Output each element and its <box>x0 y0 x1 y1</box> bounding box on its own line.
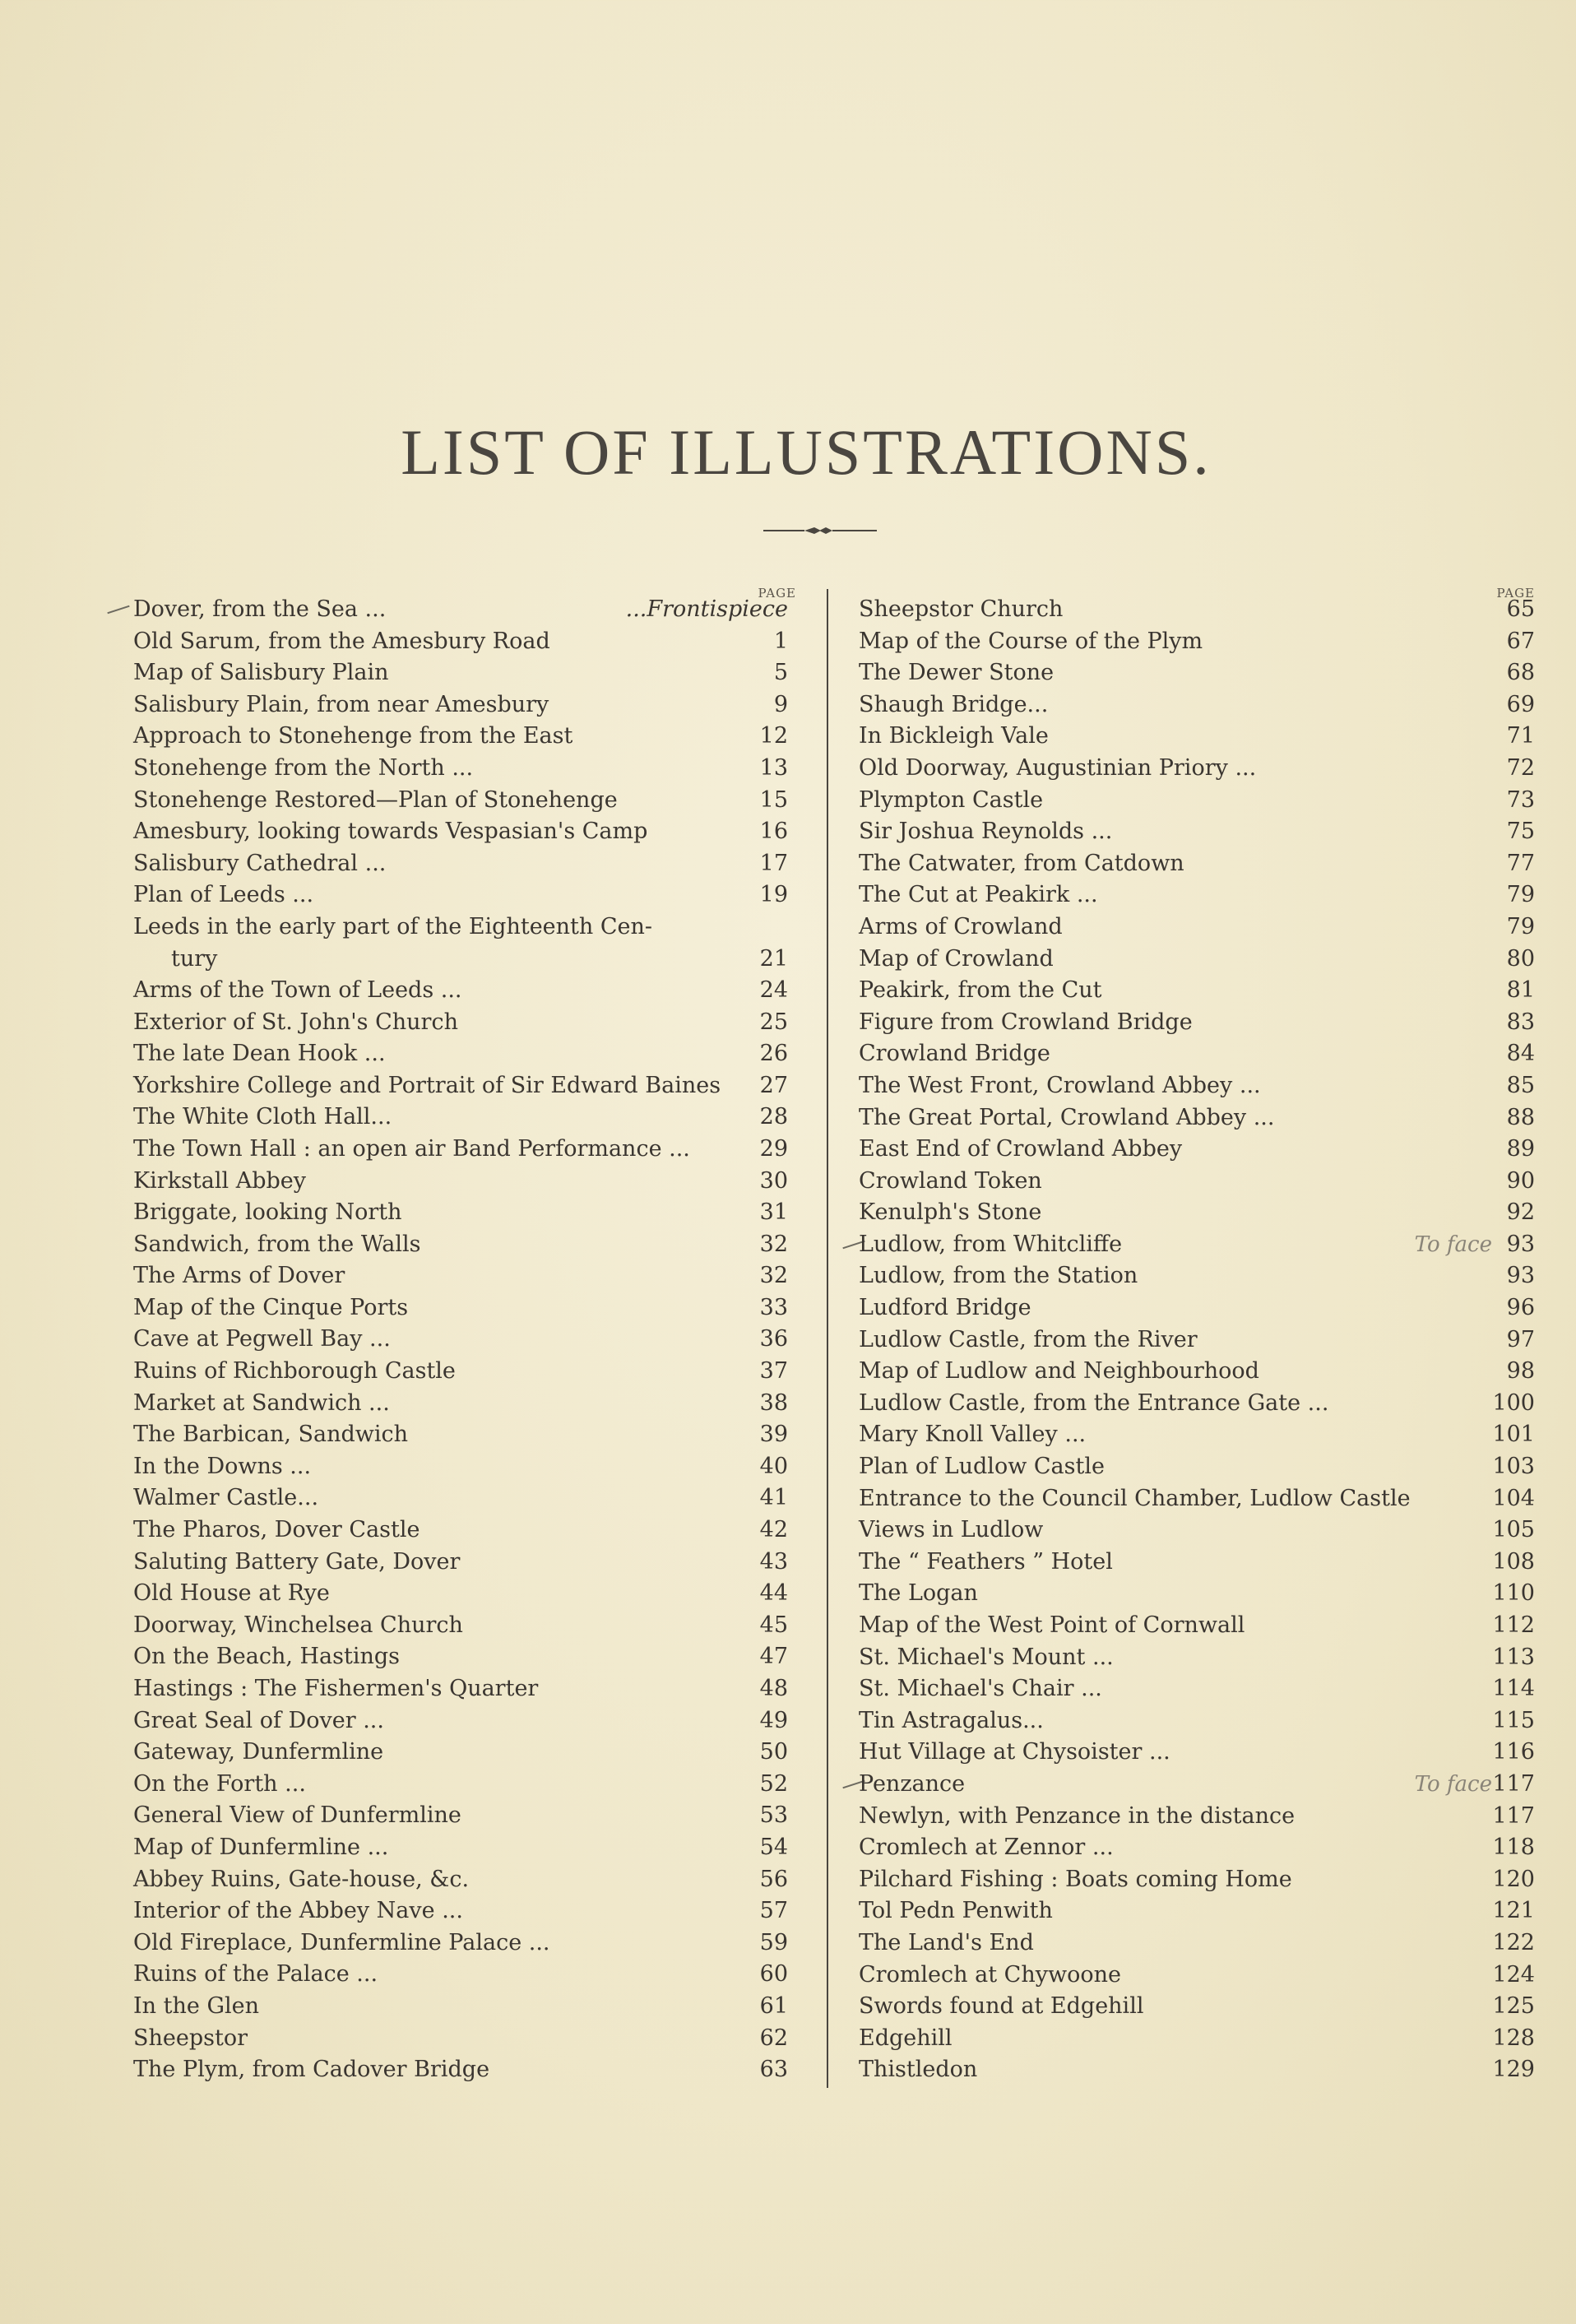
page-number: 26 <box>759 1041 788 1067</box>
illustration-title: Sandwich, from the Walls <box>133 1231 421 1257</box>
page-number: 93 <box>1506 1263 1535 1289</box>
page-number: 32 <box>759 1263 788 1289</box>
page-number: 118 <box>1492 1835 1535 1861</box>
page-number: 45 <box>759 1612 788 1638</box>
list-item <box>859 816 1535 848</box>
page-number: 113 <box>1492 1644 1535 1670</box>
illustration-title: Sheepstor <box>133 2025 248 2051</box>
illustration-title: Old Sarum, from the Amesbury Road <box>133 628 550 654</box>
illustration-title: Ludlow, from the Station <box>859 1263 1138 1289</box>
list-item <box>859 1578 1535 1610</box>
illustration-title: Plan of Leeds ... <box>133 882 314 908</box>
page-column-label: PAGE <box>1496 586 1535 601</box>
page-number: 116 <box>1492 1739 1535 1765</box>
page-number: 32 <box>759 1231 788 1257</box>
page-number: 42 <box>759 1517 788 1543</box>
list-item <box>107 1038 798 1070</box>
page-number: 37 <box>759 1358 788 1385</box>
illustration-title: Crowland Bridge <box>859 1041 1050 1067</box>
page-number: 16 <box>759 819 788 845</box>
page-number: 13 <box>759 754 788 781</box>
page-number: 53 <box>759 1802 788 1829</box>
page-number: 68 <box>1506 660 1535 686</box>
list-item <box>107 594 798 626</box>
illustration-title: Swords found at Edgehill <box>859 1993 1144 2020</box>
illustration-title: Leeds in the early part of the Eighteenth Cen- <box>133 913 653 939</box>
illustration-title: Penzance <box>859 1770 966 1797</box>
illustration-title: Plympton Castle <box>859 786 1044 813</box>
illustration-title: Amesbury, looking towards Vespasian's Camp <box>133 819 648 845</box>
page-number: 54 <box>759 1834 788 1860</box>
to-face-label: To face <box>1414 1232 1492 1257</box>
page-number: 29 <box>759 1135 788 1162</box>
page-number: 24 <box>759 976 788 1003</box>
list-item <box>859 1102 1535 1134</box>
list-item <box>859 1388 1535 1420</box>
illustration-title: Briggate, looking North <box>133 1199 402 1226</box>
list-item <box>859 1769 1535 1801</box>
illustration-title: The Pharos, Dover Castle <box>133 1517 420 1543</box>
list-item <box>107 1769 798 1801</box>
illustration-title: Old Fireplace, Dunfermline Palace ... <box>133 1929 550 1955</box>
list-item <box>859 1610 1535 1642</box>
list-item <box>859 1260 1535 1292</box>
page-number: 73 <box>1506 786 1535 813</box>
illustration-title: The White Cloth Hall... <box>133 1104 392 1130</box>
page-number: 101 <box>1492 1422 1535 1448</box>
illustration-title: Hut Village at Chysoister ... <box>859 1739 1170 1765</box>
list-item <box>859 848 1535 880</box>
illustration-title: Ruins of the Palace ... <box>133 1961 378 1988</box>
page-number: 124 <box>1492 1961 1535 1988</box>
illustration-title: The Cut at Peakirk ... <box>859 882 1098 908</box>
list-item <box>859 753 1535 785</box>
list-item <box>107 657 798 689</box>
illustration-title: Map of the Course of the Plym <box>859 628 1203 654</box>
list-item <box>107 1547 798 1579</box>
page-number: 49 <box>759 1707 788 1733</box>
page-number: 33 <box>759 1294 788 1320</box>
list-item <box>107 785 798 817</box>
illustration-title: Market at Sandwich ... <box>133 1389 390 1416</box>
illustration-title: Salisbury Plain, from near Amesbury <box>133 691 549 717</box>
illustration-title: The “ Feathers ” Hotel <box>859 1548 1113 1575</box>
list-item <box>859 1134 1535 1166</box>
list-item <box>107 1292 798 1324</box>
illustration-title: Map of the West Point of Cornwall <box>859 1612 1245 1638</box>
list-item <box>859 1007 1535 1039</box>
page-number: 21 <box>759 945 788 972</box>
page-number: 1 <box>773 628 788 654</box>
page-number: 72 <box>1506 754 1535 781</box>
illustration-title: General View of Dunfermline <box>133 1802 461 1829</box>
page-number: 129 <box>1492 2057 1535 2083</box>
page-number: 88 <box>1506 1104 1535 1130</box>
illustration-title: East End of Crowland Abbey <box>859 1136 1183 1162</box>
list-item <box>859 1166 1535 1198</box>
list-item <box>859 1419 1535 1451</box>
list-item <box>107 1515 798 1547</box>
page-number: 63 <box>759 2057 788 2083</box>
list-item <box>107 1864 798 1896</box>
list-item <box>107 2023 798 2055</box>
list-item <box>107 1705 798 1737</box>
page-number: 100 <box>1492 1389 1535 1416</box>
list-item <box>859 657 1535 689</box>
illustration-title: Hastings : The Fishermen's Quarter <box>133 1676 539 1701</box>
page-number: 43 <box>759 1548 788 1575</box>
list-item <box>107 626 798 658</box>
list-item <box>859 1960 1535 1992</box>
page-number: 96 <box>1506 1295 1535 1321</box>
illustration-title: The West Front, Crowland Abbey ... <box>859 1072 1261 1098</box>
page-number: 85 <box>1506 1072 1535 1098</box>
page-number: 121 <box>1492 1898 1535 1924</box>
illustration-title: Saluting Battery Gate, Dover <box>133 1548 461 1575</box>
page-number: ...Frontispiece <box>625 596 788 622</box>
page-number: 84 <box>1506 1041 1535 1067</box>
page-number: 79 <box>1506 882 1535 908</box>
page-number: 92 <box>1506 1199 1535 1226</box>
page-number: 117 <box>1492 1770 1535 1797</box>
page-number: 27 <box>759 1072 788 1098</box>
illustration-title: Crowland Token <box>859 1167 1042 1194</box>
list-item <box>107 1673 798 1705</box>
illustration-title: In the Downs ... <box>133 1453 312 1479</box>
illustration-title: Stonehenge from the North ... <box>133 754 474 781</box>
illustration-title: Arms of Crowland <box>859 913 1063 939</box>
page-number: 117 <box>1492 1802 1535 1829</box>
illustration-title: Map of Dunfermline ... <box>133 1834 389 1860</box>
page-number: 9 <box>773 691 788 717</box>
page-number: 39 <box>759 1422 788 1448</box>
illustration-title: Figure from Crowland Bridge <box>859 1009 1193 1035</box>
list-item <box>107 2054 798 2086</box>
illustration-title: Edgehill <box>859 2025 953 2051</box>
list-item <box>107 1356 798 1388</box>
page-number: 71 <box>1506 723 1535 749</box>
list-item <box>859 1515 1535 1547</box>
illustration-title: Mary Knoll Valley ... <box>859 1422 1087 1448</box>
illustration-title: Ludford Bridge <box>859 1295 1031 1321</box>
page-number: 105 <box>1492 1517 1535 1543</box>
page-number: 50 <box>759 1739 788 1765</box>
illustration-title: In the Glen <box>133 1992 260 2019</box>
illustration-title: The Dewer Stone <box>859 660 1055 686</box>
list-item <box>859 1642 1535 1674</box>
illustration-title: The Town Hall : an open air Band Performance ... <box>133 1135 690 1162</box>
illustration-title: St. Michael's Mount ... <box>859 1644 1114 1670</box>
page-number: 19 <box>759 882 788 908</box>
list-item <box>107 1324 798 1356</box>
list-item <box>859 944 1535 976</box>
list-item <box>107 1451 798 1483</box>
page-number: 57 <box>759 1898 788 1924</box>
illustration-title: Tin Astragalus... <box>859 1707 1044 1733</box>
list-item <box>107 1737 798 1769</box>
page-number: 115 <box>1492 1707 1535 1733</box>
list-item <box>859 1673 1535 1705</box>
page-number: 122 <box>1492 1929 1535 1955</box>
list-item <box>859 785 1535 817</box>
list-item <box>859 912 1535 944</box>
illustration-title: Map of Salisbury Plain <box>133 660 389 686</box>
illustration-title: Cromlech at Chywoone <box>859 1961 1121 1988</box>
list-item <box>107 912 798 975</box>
list-item <box>859 1801 1535 1833</box>
list-item <box>859 1864 1535 1896</box>
page-number: 114 <box>1492 1676 1535 1702</box>
illustration-title: Cromlech at Zennor ... <box>859 1835 1114 1861</box>
list-item <box>107 1991 798 2023</box>
list-item <box>859 879 1535 912</box>
left-list <box>107 594 798 2086</box>
list-item <box>107 689 798 721</box>
list-item <box>859 1197 1535 1229</box>
illustration-title: Map of Ludlow and Neighbourhood <box>859 1358 1259 1385</box>
page-number: 75 <box>1506 819 1535 845</box>
illustration-title: Old House at Rye <box>133 1580 330 1607</box>
list-item <box>859 1483 1535 1515</box>
page-number: 31 <box>759 1199 788 1226</box>
page-number: 104 <box>1492 1485 1535 1511</box>
page-number: 77 <box>1506 850 1535 876</box>
list-item <box>107 1832 798 1864</box>
list-item <box>107 1641 798 1673</box>
page-number: 61 <box>759 1992 788 2019</box>
illustration-title: On the Forth ... <box>133 1770 306 1797</box>
illustration-title: The Plym, from Cadover Bridge <box>133 2057 490 2083</box>
list-item <box>107 1102 798 1134</box>
page-number: 28 <box>759 1104 788 1130</box>
page-number: 93 <box>1506 1231 1535 1257</box>
list-item <box>859 1324 1535 1357</box>
list-item <box>859 1895 1535 1927</box>
page-number: 80 <box>1506 945 1535 972</box>
list-item <box>859 594 1535 626</box>
illustration-title: Kirkstall Abbey <box>133 1167 307 1194</box>
page-number: 98 <box>1506 1358 1535 1385</box>
page-number: 47 <box>759 1644 788 1670</box>
illustration-title: Walmer Castle... <box>133 1485 319 1511</box>
page-number: 44 <box>759 1580 788 1607</box>
illustration-title: Gateway, Dunfermline <box>133 1739 384 1765</box>
illustration-title: Entrance to the Council Chamber, Ludlow Castle <box>859 1485 1411 1511</box>
list-item <box>859 1356 1535 1388</box>
illustration-title: Cave at Pegwell Bay ... <box>133 1326 391 1352</box>
illustration-title: Arms of the Town of Leeds ... <box>133 976 462 1003</box>
illustration-title: Views in Ludlow <box>859 1517 1044 1543</box>
list-item <box>859 1070 1535 1102</box>
illustration-title: Yorkshire College and Portrait of Sir Edward Baines <box>133 1072 721 1098</box>
illustration-title: Kenulph's Stone <box>859 1199 1042 1226</box>
list-item <box>107 721 798 753</box>
list-item <box>107 975 798 1007</box>
illustration-title: Newlyn, with Penzance in the distance <box>859 1802 1296 1829</box>
illustration-title: Great Seal of Dover ... <box>133 1707 384 1733</box>
list-item <box>859 1991 1535 2023</box>
page-column-label: PAGE <box>758 586 796 601</box>
page-number: 60 <box>759 1961 788 1988</box>
ornament-divider <box>763 525 877 536</box>
illustration-title: Plan of Ludlow Castle <box>859 1454 1105 1480</box>
page-number: 52 <box>759 1770 788 1797</box>
page-number: 48 <box>759 1676 788 1701</box>
list-item <box>107 1800 798 1832</box>
list-item <box>859 1451 1535 1483</box>
page-number: 15 <box>759 786 788 813</box>
list-item <box>107 1007 798 1039</box>
illustration-title: Sheepstor Church <box>859 596 1064 622</box>
list-item <box>107 1229 798 1261</box>
page-number: 17 <box>759 850 788 876</box>
illustration-title-continued: tury <box>171 945 218 972</box>
page-number: 62 <box>759 2025 788 2051</box>
list-item <box>107 1959 798 1991</box>
page-number: 103 <box>1492 1454 1535 1480</box>
list-item <box>859 1927 1535 1960</box>
illustration-title: Doorway, Winchelsea Church <box>133 1612 463 1638</box>
list-item <box>107 1134 798 1166</box>
illustration-title: Ruins of Richborough Castle <box>133 1358 456 1385</box>
check-mark-icon <box>107 605 129 615</box>
list-item <box>107 816 798 848</box>
illustration-title: The late Dean Hook ... <box>133 1041 386 1067</box>
list-item <box>859 1705 1535 1737</box>
page-number: 112 <box>1492 1612 1535 1638</box>
list-item <box>107 848 798 880</box>
list-item <box>107 1610 798 1642</box>
list-item <box>107 1895 798 1927</box>
illustration-title: The Logan <box>859 1580 978 1607</box>
illustration-title: Old Doorway, Augustinian Priory ... <box>859 754 1257 781</box>
page-number: 120 <box>1492 1866 1535 1892</box>
page-number: 97 <box>1506 1326 1535 1352</box>
list-item <box>107 1927 798 1960</box>
illustration-title: Thistledon <box>859 2057 978 2083</box>
page-number: 125 <box>1492 1993 1535 2020</box>
illustration-title: Interior of the Abbey Nave ... <box>133 1898 463 1924</box>
list-item <box>859 2023 1535 2055</box>
list-item <box>107 1260 798 1292</box>
illustration-title: On the Beach, Hastings <box>133 1644 401 1670</box>
illustration-title: Map of the Cinque Ports <box>133 1294 409 1320</box>
illustration-title: Ludlow, from Whitcliffe <box>859 1231 1123 1257</box>
illustration-title: Exterior of St. John's Church <box>133 1009 458 1035</box>
page-number: 38 <box>759 1389 788 1416</box>
illustration-title: The Catwater, from Catdown <box>859 850 1184 876</box>
illustration-title: Peakirk, from the Cut <box>859 977 1102 1004</box>
to-face-label: To face <box>1414 1771 1492 1797</box>
illustration-title: Pilchard Fishing : Boats coming Home <box>859 1866 1292 1892</box>
page-number: 67 <box>1506 628 1535 654</box>
list-item <box>859 1832 1535 1864</box>
list-item <box>107 1419 798 1451</box>
illustration-title: The Land's End <box>859 1929 1034 1955</box>
list-item <box>859 1292 1535 1324</box>
page-number: 30 <box>759 1167 788 1194</box>
page-number: 5 <box>773 660 788 686</box>
page-number: 69 <box>1506 691 1535 717</box>
page-number: 56 <box>759 1866 788 1892</box>
page-number: 83 <box>1506 1009 1535 1035</box>
list-item <box>107 1578 798 1610</box>
page-number: 108 <box>1492 1548 1535 1575</box>
illustration-title: Abbey Ruins, Gate-house, &c. <box>133 1866 470 1892</box>
illustration-title: In Bickleigh Vale <box>859 723 1049 749</box>
illustration-title: Shaugh Bridge... <box>859 691 1049 717</box>
illustration-title: Sir Joshua Reynolds ... <box>859 819 1113 845</box>
list-item <box>859 975 1535 1007</box>
list-item <box>859 721 1535 753</box>
list-item <box>859 1038 1535 1070</box>
page-number: 79 <box>1506 913 1535 939</box>
right-list <box>859 594 1535 2086</box>
illustration-title: Tol Pedn Penwith <box>859 1898 1053 1924</box>
page-number: 81 <box>1506 977 1535 1004</box>
page-number: 65 <box>1506 596 1535 622</box>
illustration-title: Approach to Stonehenge from the East <box>133 723 573 749</box>
page-number: 89 <box>1506 1136 1535 1162</box>
illustration-title: Dover, from the Sea ... <box>133 596 387 622</box>
illustration-title: The Arms of Dover <box>133 1263 345 1289</box>
list-item <box>859 2054 1535 2086</box>
page-number: 25 <box>759 1009 788 1035</box>
list-item <box>107 879 798 912</box>
illustration-title: Salisbury Cathedral ... <box>133 850 387 876</box>
illustration-title: Ludlow Castle, from the Entrance Gate ... <box>859 1389 1329 1416</box>
list-item <box>859 1229 1535 1261</box>
column-divider <box>827 589 828 2088</box>
list-item <box>107 1482 798 1515</box>
page-number: 36 <box>759 1326 788 1352</box>
page-number: 128 <box>1492 2025 1535 2051</box>
list-item <box>107 1166 798 1198</box>
page-number: 41 <box>759 1485 788 1511</box>
list-item <box>107 1197 798 1229</box>
illustration-title: Map of Crowland <box>859 945 1054 972</box>
illustration-title: Stonehenge Restored—Plan of Stonehenge <box>133 786 618 813</box>
page-number: 59 <box>759 1929 788 1955</box>
list-item <box>107 1388 798 1420</box>
illustration-title: St. Michael's Chair ... <box>859 1676 1102 1702</box>
list-item <box>859 1737 1535 1769</box>
page-title: LIST OF ILLUSTRATIONS. <box>401 416 1212 488</box>
list-item <box>107 1070 798 1102</box>
page-number: 90 <box>1506 1167 1535 1194</box>
illustration-title: The Barbican, Sandwich <box>133 1422 409 1448</box>
page-number: 40 <box>759 1453 788 1479</box>
page-number: 110 <box>1492 1580 1535 1607</box>
illustration-title: Ludlow Castle, from the River <box>859 1326 1198 1352</box>
page-number: 12 <box>759 723 788 749</box>
list-item <box>107 753 798 785</box>
list-item <box>859 689 1535 721</box>
illustration-title: The Great Portal, Crowland Abbey ... <box>859 1104 1275 1130</box>
list-item <box>859 1547 1535 1579</box>
list-item <box>859 626 1535 658</box>
